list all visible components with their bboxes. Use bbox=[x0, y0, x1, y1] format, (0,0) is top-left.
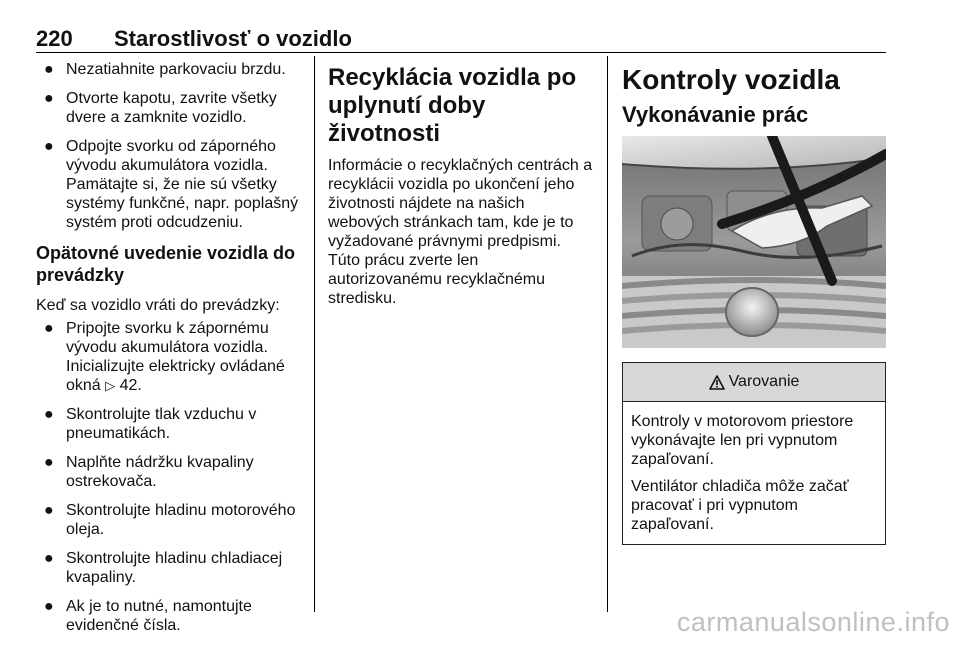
warning-paragraph: Kontroly v motorovom priestore vykonávajte len pri vypnutom zapaľovaní. bbox=[631, 413, 854, 468]
page-reference-icon: ▷ bbox=[105, 378, 116, 393]
list-item: ● Nezatiahnite parkovaciu brzdu. bbox=[44, 61, 286, 78]
list-item: ● Skontrolujte tlak vzduchu v pneumatikách. bbox=[44, 406, 257, 442]
bullet-icon: ● bbox=[44, 598, 54, 615]
list-item: ● Skontrolujte hladinu motorového oleja. bbox=[44, 502, 296, 538]
watermark: carmanualsonline.info bbox=[676, 607, 950, 637]
column-divider-2 bbox=[607, 56, 608, 612]
section-subheading: Opätovné uvedenie vozidla do prevádzky bbox=[36, 243, 296, 285]
warning-box bbox=[622, 362, 886, 545]
storage-steps-list bbox=[36, 60, 300, 232]
bullet-icon: ● bbox=[44, 320, 54, 337]
recycling-body: Informácie o recyklačných centrách a recyklácii vozidla po ukončení jeho životnosti nájdete na našich webových stránkach tam, kde je to vyžadované právnymi predpismi. Túto prácu zverte len autorizovanému recyklačnému stredisku. bbox=[328, 157, 593, 307]
warning-triangle-icon bbox=[709, 375, 725, 390]
list-item: ● Naplňte nádržku kvapaliny ostrekovača. bbox=[44, 454, 254, 490]
list-item: ● Skontrolujte hladinu chladiacej kvapaliny. bbox=[44, 550, 283, 586]
intro-text: Keď sa vozidlo vráti do prevádzky: bbox=[36, 297, 280, 314]
bullet-icon: ● bbox=[44, 550, 54, 567]
list-item: ● Ak je to nutné, namontujte evidenčné čísla. bbox=[44, 598, 252, 634]
header-rule bbox=[36, 52, 886, 53]
page-number: 220 bbox=[36, 26, 73, 51]
recycling-heading: Recyklácia vozidla po uplynutí doby životnosti bbox=[328, 64, 577, 147]
vehicle-checks-heading: Kontroly vozidla bbox=[622, 64, 840, 95]
bullet-icon: ● bbox=[44, 502, 54, 519]
list-item: ● Otvorte kapotu, zavrite všetky dvere a zamknite vozidlo. bbox=[44, 90, 277, 126]
column-divider-1 bbox=[314, 56, 315, 612]
bullet-icon: ● bbox=[44, 138, 54, 155]
column-middle bbox=[328, 60, 596, 314]
warning-title: Varovanie bbox=[728, 373, 800, 390]
engine-bay-illustration bbox=[622, 136, 886, 348]
bullet-icon: ● bbox=[44, 90, 54, 107]
page-title: Starostlivosť o vozidlo bbox=[114, 26, 352, 51]
warning-paragraph: Ventilátor chladiča môže začať pracovať i pri vypnutom zapaľovaní. bbox=[631, 478, 849, 533]
list-item: ● Odpojte svorku od záporného vývodu akumulátora vozidla. Pamätajte si, že nie sú všetky systémy funkčné, napr. poplašný systém proti odcudzeniu. bbox=[44, 138, 299, 231]
warning-header bbox=[623, 363, 885, 402]
performing-work-subheading: Vykonávanie prác bbox=[622, 102, 809, 127]
list-item: ● Pripojte svorku k zápornému vývodu akumulátora vozidla. Inicializujte elektricky ovládané okná ▷ 42. bbox=[44, 320, 285, 394]
column-right bbox=[622, 60, 886, 545]
page-reference-link[interactable]: 42. bbox=[119, 377, 142, 394]
bullet-icon: ● bbox=[44, 454, 54, 471]
restart-steps-list bbox=[36, 319, 300, 635]
column-left bbox=[36, 60, 300, 645]
bullet-icon: ● bbox=[44, 61, 54, 78]
bullet-icon: ● bbox=[44, 406, 54, 423]
page-header bbox=[36, 26, 886, 52]
warning-body bbox=[623, 402, 885, 544]
